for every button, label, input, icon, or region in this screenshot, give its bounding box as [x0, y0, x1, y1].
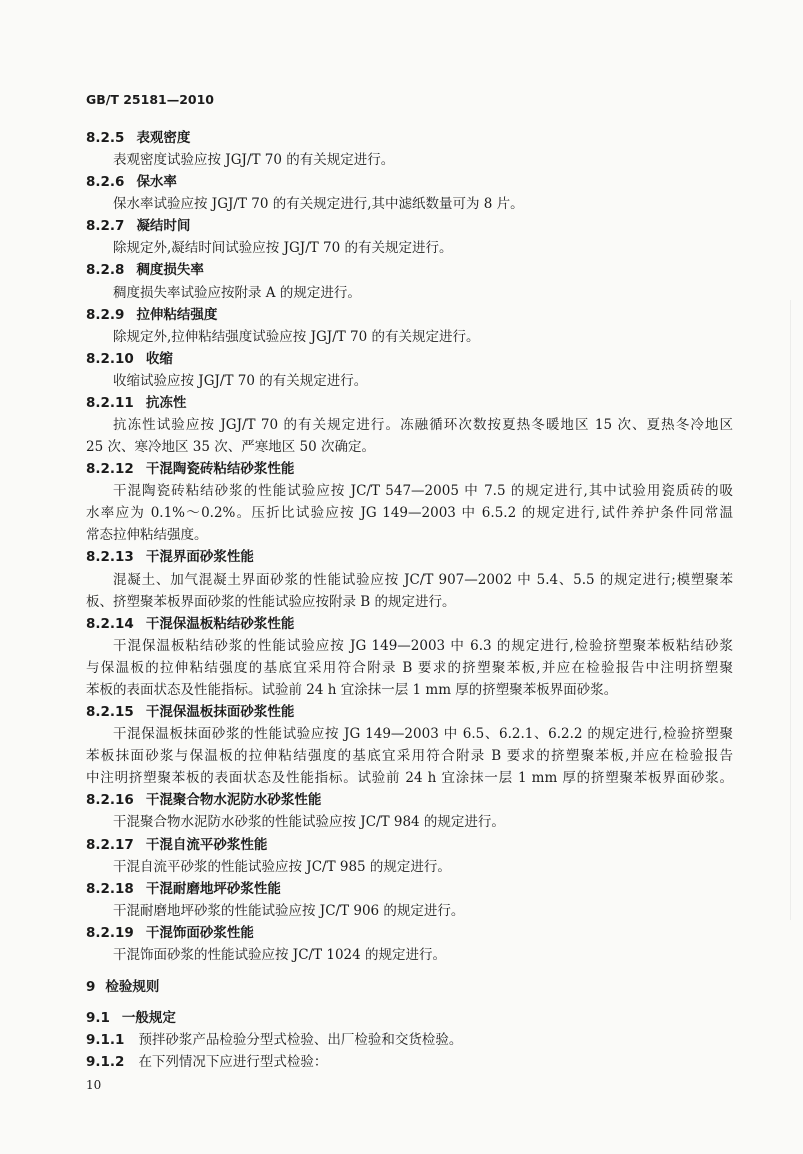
paragraph-line: 中注明挤塑聚苯板的表面状态及性能指标。试验前 24 h 宜涂抹一层 1 mm 厚的挤塑聚苯板界面砂浆。 — [86, 770, 733, 787]
clause-number: 9.1.2 — [86, 1054, 125, 1071]
paragraph-line: 苯板的表面状态及性能指标。试验前 24 h 宜涂抹一层 1 mm 厚的挤塑聚苯板界面砂浆。 — [86, 681, 618, 698]
paragraph-line: 抗冻性试验应按 JGJ/T 70 的有关规定进行。冻融循环次数按夏热冬暖地区 15 次、夏热冬冷地区 — [113, 417, 733, 434]
clause-line — [86, 1051, 733, 1073]
clause-title: 表观密度 — [136, 130, 191, 146]
clause-number: 8.2.7 — [86, 218, 125, 235]
clause-heading — [86, 127, 733, 149]
clause-heading — [86, 215, 733, 237]
paragraph-line: 干混陶瓷砖粘结砂浆的性能试验应按 JC/T 547—2005 中 7.5 的规定进行,其中试验用瓷质砖的吸 — [113, 483, 733, 500]
clause-title: 干混保温板粘结砂浆性能 — [145, 615, 295, 632]
clause-number: 8.2.5 — [86, 130, 125, 146]
clause-number: 8.2.17 — [86, 836, 134, 853]
clause-title: 稠度损失率 — [136, 262, 204, 279]
paragraph-line: 除规定外,拉伸粘结强度试验应按 JGJ/T 70 的有关规定进行。 — [113, 328, 480, 345]
clause-title: 干混自流平砂浆性能 — [145, 836, 268, 853]
paragraph-line: 表观密度试验应按 JGJ/T 70 的有关规定进行。 — [113, 152, 395, 169]
paragraph-line: 保水率试验应按 JGJ/T 70 的有关规定进行,其中滤纸数量可为 8 片。 — [113, 196, 524, 213]
clause-heading — [86, 458, 733, 480]
paragraph-line: 除规定外,凝结时间试验应按 JGJ/T 70 的有关规定进行。 — [113, 240, 453, 257]
clause-number: 8.2.6 — [86, 174, 125, 191]
clause-title: 干混界面砂浆性能 — [145, 549, 254, 566]
clause-title: 拉伸粘结强度 — [136, 306, 218, 323]
clause-number: 8.2.16 — [86, 792, 134, 809]
subsection-heading — [86, 1007, 733, 1029]
clause-heading — [86, 171, 733, 193]
clause-title: 凝结时间 — [136, 218, 191, 235]
paragraph-line: 干混保温板抹面砂浆的性能试验应按 JG 149—2003 中 6.5、6.2.1、6.2.2 的规定进行,检验挤塑聚 — [113, 726, 733, 743]
paragraph-line: 水率应为 0.1%～0.2%。压折比试验应按 JG 149—2003 中 6.5.2 的规定进行,试件养护条件同常温 — [86, 505, 733, 522]
page-number: 10 — [86, 1078, 102, 1092]
paragraph-line: 与保温板的拉伸粘结强度的基底宜采用符合附录 B 要求的挤塑聚苯板,并应在检验报告中注明挤塑聚 — [86, 659, 733, 676]
paragraph-line: 混凝土、加气混凝土界面砂浆的性能试验应按 JC/T 907—2002 中 5.4、5.5 的规定进行;模塑聚苯 — [113, 571, 733, 588]
chapter-heading — [86, 976, 733, 998]
clause-heading — [86, 834, 733, 856]
clause-title: 干混聚合物水泥防水砂浆性能 — [145, 792, 322, 809]
paragraph-line: 25 次、寒冷地区 35 次、严寒地区 50 次确定。 — [86, 439, 375, 456]
subsection-number: 9.1 — [86, 1010, 110, 1027]
paragraph-line: 稠度损失率试验应按附录 A 的规定进行。 — [113, 284, 361, 301]
clause-number: 8.2.8 — [86, 262, 125, 279]
clause-heading — [86, 922, 733, 944]
chapter-title: 检验规则 — [105, 978, 160, 995]
clause-heading — [86, 348, 733, 370]
paragraph-line: 干混耐磨地坪砂浆的性能试验应按 JC/T 906 的规定进行。 — [113, 902, 465, 919]
clause-line — [86, 1029, 733, 1051]
paragraph-line: 干混保温板粘结砂浆的性能试验应按 JG 149—2003 中 6.3 的规定进行,检验挤塑聚苯板粘结砂浆 — [113, 637, 733, 654]
clause-title: 抗冻性 — [145, 394, 187, 411]
clause-title: 干混陶瓷砖粘结砂浆性能 — [145, 461, 295, 478]
clause-number: 8.2.14 — [86, 615, 134, 632]
scan-edge-line — [790, 300, 791, 920]
clause-title: 干混饰面砂浆性能 — [145, 924, 254, 941]
clause-title: 干混耐磨地坪砂浆性能 — [145, 880, 281, 897]
clause-heading — [86, 304, 733, 326]
chapter-number: 9 — [86, 978, 96, 995]
paragraph-line: 收缩试验应按 JGJ/T 70 的有关规定进行。 — [113, 372, 368, 389]
paragraph-line: 干混聚合物水泥防水砂浆的性能试验应按 JC/T 984 的规定进行。 — [113, 814, 505, 831]
clause-number: 8.2.9 — [86, 306, 125, 323]
clause-title: 干混保温板抹面砂浆性能 — [145, 704, 295, 721]
clause-heading — [86, 789, 733, 811]
paragraph-line: 干混自流平砂浆的性能试验应按 JC/T 985 的规定进行。 — [113, 858, 451, 875]
standard-code: GB/T 25181—2010 — [86, 92, 215, 107]
clause-heading — [86, 613, 733, 635]
clause-text: 预拌砂浆产品检验分型式检验、出厂检验和交货检验。 — [138, 1032, 463, 1049]
clause-number: 8.2.10 — [86, 350, 134, 367]
clause-heading — [86, 701, 733, 723]
clause-number: 9.1.1 — [86, 1032, 125, 1049]
clause-heading — [86, 259, 733, 281]
document-body — [86, 127, 733, 1073]
paragraph-line: 干混饰面砂浆的性能试验应按 JC/T 1024 的规定进行。 — [113, 946, 447, 963]
paragraph-line: 板、挤塑聚苯板界面砂浆的性能试验应按附录 B 的规定进行。 — [86, 593, 456, 610]
clause-heading — [86, 878, 733, 900]
clause-number: 8.2.13 — [86, 549, 134, 566]
paragraph-line: 常态拉伸粘结强度。 — [86, 527, 208, 544]
clause-title: 收缩 — [145, 350, 173, 367]
clause-number: 8.2.11 — [86, 394, 134, 411]
clause-number: 8.2.19 — [86, 924, 134, 941]
clause-heading — [86, 392, 733, 414]
clause-number: 8.2.12 — [86, 461, 134, 478]
clause-title: 保水率 — [136, 174, 177, 191]
subsection-title: 一般规定 — [121, 1010, 176, 1027]
clause-number: 8.2.15 — [86, 704, 134, 721]
clause-heading — [86, 546, 733, 568]
clause-number: 8.2.18 — [86, 880, 134, 897]
clause-text: 在下列情况下应进行型式检验： — [138, 1054, 328, 1071]
paragraph-line: 苯板抹面砂浆与保温板的拉伸粘结强度的基底宜采用符合附录 B 要求的挤塑聚苯板,并应在检验报告 — [86, 748, 733, 765]
